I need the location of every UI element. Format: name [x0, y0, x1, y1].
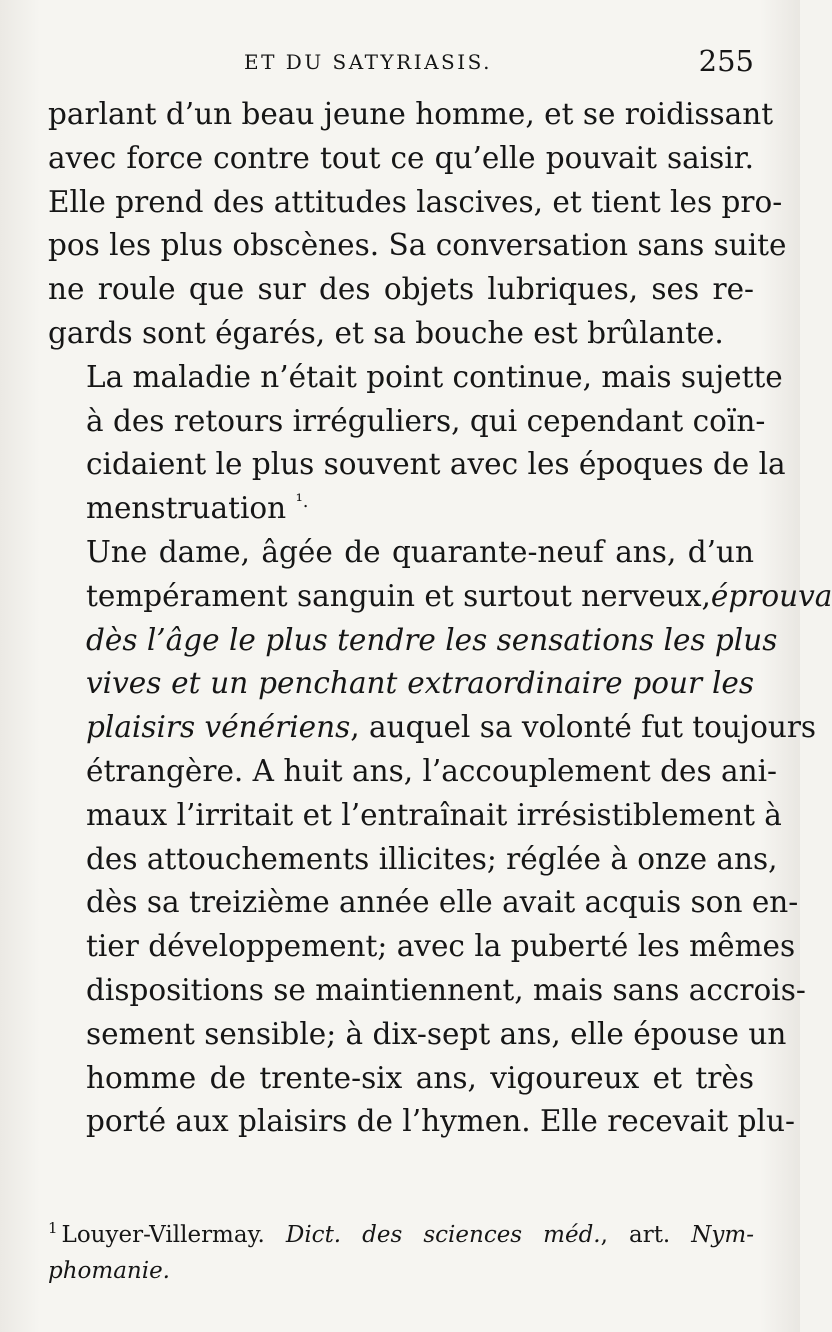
text-span: tempérament sanguin et surtout nerveux, [86, 578, 711, 613]
footnote-line [48, 1253, 754, 1289]
text-line [48, 662, 754, 706]
footnote-reference: ¹. [295, 491, 309, 513]
text-line: étrangère. A huit ans, l’accouplement des ani- [86, 753, 777, 788]
footnote [48, 1217, 754, 1289]
page-header [48, 44, 754, 84]
paragraph-2 [48, 356, 786, 531]
italic-span: plaisirs vénériens [86, 710, 351, 745]
page-number: 255 [698, 44, 754, 78]
italic-span: vives et un penchant extraordinaire pour les [86, 666, 754, 701]
italic-span: dès l’âge le plus tendre les sensations les plus [86, 622, 778, 657]
footnote-number: 1 [48, 1219, 58, 1238]
footnote-article: phomanie. [48, 1258, 170, 1284]
footnote-line [48, 1217, 754, 1253]
text-span: , auquel sa volonté fut toujours [350, 710, 817, 745]
text-span: menstruation [86, 491, 287, 526]
text-line: sement sensible; à dix-sept ans, elle épouse un [86, 1016, 787, 1051]
text-line: ne roule que sur des objets lubriques, ses re- [48, 272, 754, 307]
text-line [48, 487, 754, 531]
text-line [48, 619, 778, 663]
text-line: tier développement; avec la puberté les mêmes [86, 929, 796, 964]
text-line: parlant d’un beau jeune homme, et se roidissant [48, 97, 774, 131]
text-line: La maladie n’était point continue, mais sujette [86, 359, 783, 394]
text-line: dispositions se maintiennent, mais sans accrois- [86, 972, 806, 1007]
footnote-work: Dict. des sciences méd. [285, 1222, 601, 1248]
text-line: gards sont égarés, et sa bouche est brûlante. [48, 315, 724, 350]
body-text [48, 93, 832, 1144]
text-line: cidaient le plus souvent avec les époques de la [86, 447, 786, 482]
text-line: pos les plus obscènes. Sa conversation sans suite [48, 228, 787, 263]
text-line: des attouchements illicites; réglée à onze ans, [86, 841, 778, 876]
italic-span: éprouva [710, 578, 832, 613]
text-line: Une dame, âgée de quarante-neuf ans, d’un [86, 534, 754, 569]
text-line: porté aux plaisirs de l’hymen. Elle recevait plu- [86, 1104, 795, 1139]
text-line: maux l’irritait et l’entraînait irrésistiblement à [86, 797, 782, 832]
paragraph-1 [48, 93, 787, 356]
text-line [48, 575, 832, 619]
text-line [48, 706, 817, 750]
footnote-author: Louyer-Villermay. [61, 1222, 265, 1248]
text-line: à des retours irréguliers, qui cependant coïn- [86, 403, 766, 438]
footnote-article-prefix: , art. [600, 1222, 671, 1248]
text-line: homme de trente-six ans, vigoureux et très [86, 1060, 754, 1095]
running-head: ET DU SATYRIASIS. [244, 50, 492, 74]
footnote-article: Nym- [691, 1222, 754, 1248]
text-line: dès sa treizième année elle avait acquis son en- [86, 885, 799, 920]
text-line: Elle prend des attitudes lascives, et tient les pro- [48, 184, 783, 219]
paragraph-3 [48, 531, 832, 1144]
text-line: avec force contre tout ce qu’elle pouvait saisir. [48, 140, 754, 175]
